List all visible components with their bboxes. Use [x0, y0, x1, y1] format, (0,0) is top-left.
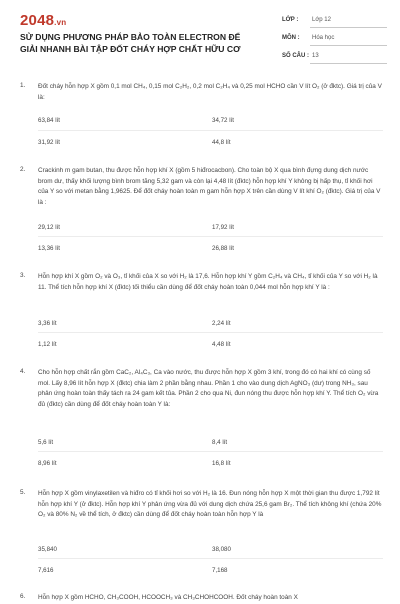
answer-option[interactable]: 1,12 lít [38, 341, 57, 348]
logo-text: 2048 [20, 12, 55, 29]
question-number: 6. [20, 593, 26, 600]
answer-option[interactable]: 29,12 lít [38, 224, 61, 231]
question-number: 1. [20, 82, 26, 89]
meta-key: SỐ CÂU : [282, 53, 309, 59]
document-meta [282, 14, 387, 68]
meta-row-subject [282, 32, 387, 50]
answer-option[interactable]: 31,92 lít [38, 139, 61, 146]
option-divider [38, 236, 383, 237]
answer-option[interactable]: 44,8 lít [212, 139, 231, 146]
option-divider [38, 558, 383, 559]
answer-option[interactable]: 35,840 [38, 546, 57, 553]
answer-option[interactable]: 5,6 lít [38, 439, 54, 446]
meta-row-count [282, 50, 387, 68]
question-number: 4. [20, 368, 26, 375]
answer-option[interactable]: 34,72 lít [212, 117, 235, 124]
logo-suffix: .vn [54, 18, 67, 27]
document-title: SỬ DỤNG PHƯƠNG PHÁP BẢO TOÀN ELECTRON ĐỂ GIẢI NHANH BÀI TẬP ĐỐT CHÁY HỢP CHẤT HỮU CƠ [20, 32, 241, 54]
question-text: Hỗn hợp X gồm HCHO, CH₃COOH, HCOOCH₃ và CH₃CHOHCOOH. Đốt cháy hoàn toàn X [38, 594, 298, 601]
answer-option[interactable]: 4,48 lít [212, 341, 231, 348]
meta-value: 13 [312, 53, 319, 59]
question-number: 5. [20, 489, 26, 496]
meta-key: LỚP : [282, 17, 299, 23]
meta-underline [310, 45, 387, 46]
answer-option[interactable]: 8,96 lít [38, 460, 57, 467]
answer-option[interactable]: 16,8 lít [212, 460, 231, 467]
question-text: Đốt cháy hỗn hợp X gồm 0,1 mol CH₄, 0,15 mol C₂H₂, 0,2 mol C₂H₄ và 0,25 mol HCHO cần V lít O₂ (ở đktc). Giá trị của V là: [38, 83, 382, 101]
answer-option[interactable]: 3,36 lít [38, 320, 57, 327]
meta-value: Lớp 12 [312, 17, 331, 23]
meta-row-class [282, 14, 387, 32]
question-text: Cho hỗn hợp chất rắn gồm CaC₂, Al₄C₃, Ca vào nước, thu được hỗn hợp X gồm 3 khí, trong đó có hai khí có cùng số mol. Lấy 8,96 lít hỗn hợp X (đktc) chia làm 2 phần bằng nhau. Phần 1 cho vào dung dịch AgNO₃ (dư) trong NH₃, sau phản ứng hoàn toàn thấy tách ra 24 gam kết tủa. Phần 2 cho qua Ni, đun nóng thu được hỗn hợp khí Y. Thể tích O₂ vừa đủ (đktc) cần dùng để đốt cháy hoàn toàn Y là: [38, 369, 379, 408]
answer-option[interactable]: 7,616 [38, 567, 54, 574]
question-number: 3. [20, 272, 26, 279]
meta-underline [310, 27, 387, 28]
question-text: Crackinh m gam butan, thu được hỗn hợp khí X (gồm 5 hiđrocacbon). Cho toàn bộ X qua bình đựng dung dịch nước brom dư, thấy khối lượng bình brom tăng 5,32 gam và còn lại 4,48 lít (đktc) hỗn hợp khí Y không bị hấp thụ, tỉ khối hơi của Y so với metan bằng 1,9625. Để đốt cháy hoàn toàn m gam hỗn hợp X trên cần dùng V lít khí O₂ (đktc). Giá trị của V là : [38, 167, 381, 206]
meta-underline [310, 63, 387, 64]
question-number: 2. [20, 166, 26, 173]
site-logo[interactable] [20, 12, 66, 29]
answer-option[interactable]: 17,92 lít [212, 224, 235, 231]
answer-option[interactable]: 63,84 lít [38, 117, 61, 124]
document-header [0, 0, 400, 70]
option-divider [38, 130, 383, 131]
meta-value: Hóa học [312, 35, 335, 41]
answer-option[interactable]: 8,4 lít [212, 439, 228, 446]
answer-option[interactable]: 38,080 [212, 546, 231, 553]
meta-key: MÔN : [282, 35, 300, 41]
option-divider [38, 451, 383, 452]
question-text: Hỗn hợp khí X gồm O₂ và O₃, tỉ khối của X so với H₂ là 17,6. Hỗn hợp khí Y gồm C₂H₄ và CH₄, tỉ khối của Y so với H₂ là 11. Thể tích hỗn hợp khí X (đktc) tối thiểu cần dùng để đốt cháy hoàn toàn 0,044 mol hỗn hợp khí Y là : [38, 273, 378, 291]
answer-option[interactable]: 7,168 [212, 567, 228, 574]
question-text: Hỗn hợp X gồm vinylaxetilen và hiđro có tỉ khối hơi so với H₂ là 16. Đun nóng hỗn hợp X một thời gian thu được 1,792 lít hỗn hợp khí Y (ở đktc). Hỗn hợp khí Y phản ứng vừa đủ với dung dịch chứa 25,6 gam Br₂. Thể tích không khí (chứa 20% O₂ và 80% N₂ về thể tích, ở đktc) cần dùng để đốt cháy hoàn toàn hỗn hợp Y là [38, 490, 382, 518]
answer-option[interactable]: 13,36 lít [38, 245, 61, 252]
answer-option[interactable]: 2,24 lít [212, 320, 231, 327]
option-divider [38, 332, 383, 333]
answer-option[interactable]: 26,88 lít [212, 245, 235, 252]
